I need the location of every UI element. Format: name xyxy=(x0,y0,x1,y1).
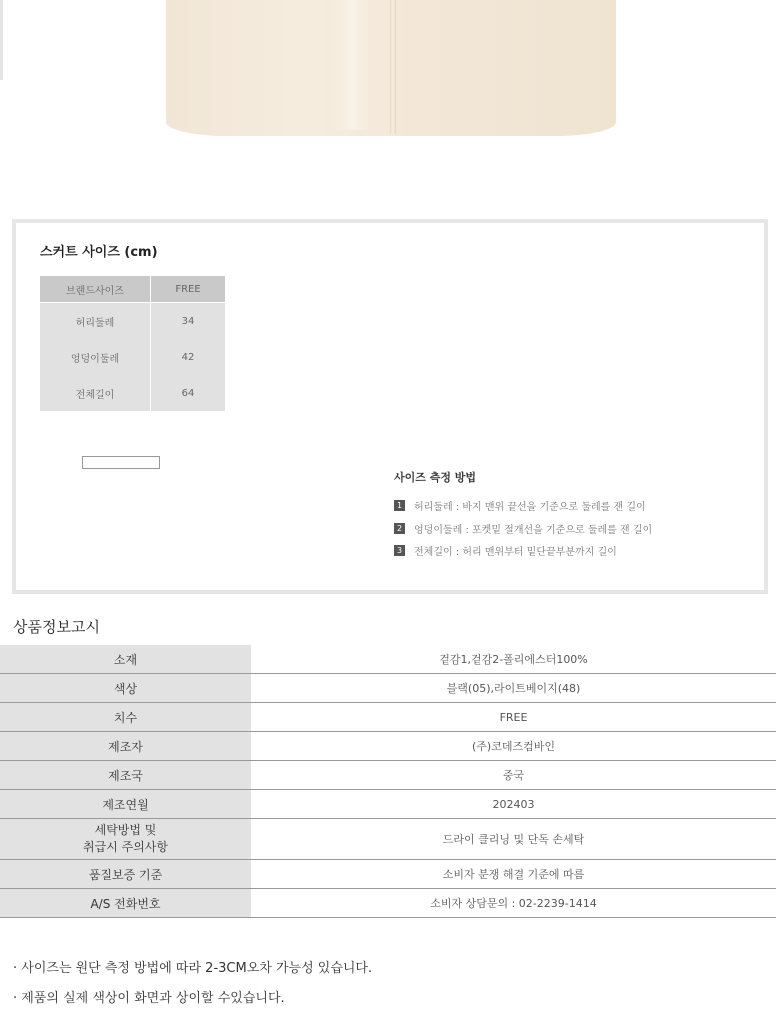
info-value: 겉감1,겉감2-폴리에스터100% xyxy=(251,645,776,674)
info-value: 블랙(05),라이트베이지(48) xyxy=(251,674,776,703)
info-label: 제조연월 xyxy=(0,790,251,819)
info-value: FREE xyxy=(251,703,776,732)
size-table-row xyxy=(40,303,226,340)
info-label: 소재 xyxy=(0,645,251,674)
number-badge-icon: 3 xyxy=(394,545,405,556)
photo-edge xyxy=(0,0,3,80)
info-value: 202403 xyxy=(251,790,776,819)
size-table-value: 42 xyxy=(151,339,226,375)
skirt-seam xyxy=(390,0,396,134)
info-value: 소비자 상담문의 : 02-2239-1414 xyxy=(251,889,776,918)
size-table-row xyxy=(40,339,226,375)
measure-method-item xyxy=(394,543,617,558)
measure-method-text: 엉덩이둘레 : 포켓밑 절개선을 기준으로 둘레를 잰 길이 xyxy=(414,525,653,536)
info-value: (주)코데즈컴바인 xyxy=(251,732,776,761)
size-table-header-cell: FREE xyxy=(151,276,226,303)
measure-method-item xyxy=(394,498,646,513)
color-difference-note: · 제품의 실제 색상이 화면과 상이할 수있습니다. xyxy=(13,991,285,1006)
size-table xyxy=(40,276,226,411)
info-label: 제조국 xyxy=(0,761,251,790)
info-row xyxy=(0,790,776,819)
measure-illustration-placeholder xyxy=(82,456,160,469)
measure-method-text: 허리둘레 : 바지 맨위 끝선을 기준으로 둘레를 잰 길이 xyxy=(414,502,646,513)
skirt-fold-highlight xyxy=(332,0,372,130)
size-table-header-cell: 브랜드사이즈 xyxy=(40,276,151,303)
size-table-label: 엉덩이둘레 xyxy=(40,339,151,375)
product-info-title: 상품정보고시 xyxy=(13,618,100,636)
size-chart-panel xyxy=(12,219,768,594)
info-row xyxy=(0,674,776,703)
info-label: 제조자 xyxy=(0,732,251,761)
info-row xyxy=(0,889,776,918)
size-table-value: 34 xyxy=(151,303,226,340)
product-photo xyxy=(0,0,780,200)
info-label: 품질보증 기준 xyxy=(0,860,251,889)
size-table-value: 64 xyxy=(151,375,226,411)
info-row xyxy=(0,860,776,889)
info-row xyxy=(0,703,776,732)
info-label: A/S 전화번호 xyxy=(0,889,251,918)
size-table-label: 허리둘레 xyxy=(40,303,151,340)
number-badge-icon: 2 xyxy=(394,523,405,534)
size-table-row xyxy=(40,375,226,411)
measure-method-title: 사이즈 측정 방법 xyxy=(394,471,477,484)
info-row xyxy=(0,645,776,674)
product-info-table xyxy=(0,645,776,918)
measure-method-text: 전체길이 : 허리 맨위부터 밑단끝부분까지 길이 xyxy=(414,547,617,558)
info-label: 색상 xyxy=(0,674,251,703)
info-value: 중국 xyxy=(251,761,776,790)
info-row xyxy=(0,761,776,790)
info-value: 소비자 분쟁 해결 기준에 따름 xyxy=(251,860,776,889)
number-badge-icon: 1 xyxy=(394,500,405,511)
info-row xyxy=(0,819,776,860)
size-table-label: 전체길이 xyxy=(40,375,151,411)
info-value: 드라이 클리닝 및 단독 손세탁 xyxy=(251,819,776,860)
size-chart-title: 스커트 사이즈 (cm) xyxy=(40,245,158,260)
size-table-header xyxy=(40,276,226,303)
measure-method-item xyxy=(394,521,652,536)
info-label: 치수 xyxy=(0,703,251,732)
size-error-note: · 사이즈는 원단 측정 방법에 따라 2-3CM오차 가능성 있습니다. xyxy=(13,961,373,976)
info-label: 세탁방법 및 취급시 주의사항 xyxy=(0,819,251,860)
info-row xyxy=(0,732,776,761)
